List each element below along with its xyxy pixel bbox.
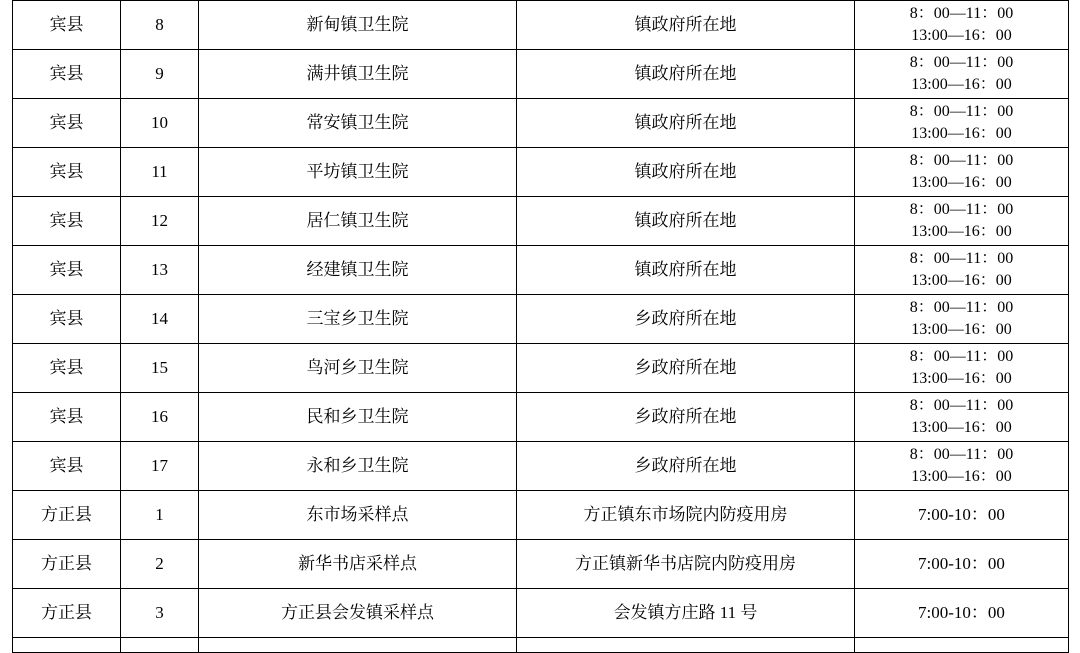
no-text: 13 bbox=[151, 260, 168, 280]
site-text: 鸟河乡卫生院 bbox=[306, 358, 409, 378]
cell-area bbox=[13, 295, 121, 344]
time-line-1: 8：00—11：00 bbox=[909, 5, 1014, 23]
cell-site bbox=[199, 246, 517, 295]
table-row bbox=[13, 295, 1069, 344]
cell-time bbox=[855, 50, 1069, 99]
cell-area bbox=[13, 1, 121, 50]
time-line-2: 13:00—16：00 bbox=[911, 125, 1012, 142]
cell-time bbox=[855, 246, 1069, 295]
cell-time bbox=[855, 197, 1069, 246]
cell-no bbox=[121, 1, 199, 50]
time-line-2: 13:00—16：00 bbox=[911, 223, 1012, 240]
area-text: 宾县 bbox=[49, 358, 84, 378]
address-text: 会发镇方庄路 11 号 bbox=[613, 603, 758, 623]
cell-address bbox=[517, 1, 855, 50]
no-text: 1 bbox=[155, 505, 164, 525]
no-text: 14 bbox=[151, 309, 168, 329]
time-line-1: 8：00—11：00 bbox=[909, 250, 1014, 268]
table-row bbox=[13, 491, 1069, 540]
area-text: 宾县 bbox=[49, 260, 84, 280]
time-line-1: 8：00—11：00 bbox=[909, 152, 1014, 170]
cell-no bbox=[121, 540, 199, 589]
cell-area bbox=[13, 638, 121, 653]
area-text: 宾县 bbox=[49, 113, 84, 133]
cell-area bbox=[13, 491, 121, 540]
cell-address bbox=[517, 295, 855, 344]
time-line-1: 8：00—11：00 bbox=[909, 54, 1014, 72]
time-block bbox=[855, 199, 1068, 242]
address-text: 镇政府所在地 bbox=[634, 211, 737, 231]
cell-time bbox=[855, 1, 1069, 50]
time-block bbox=[855, 297, 1068, 340]
cell-site bbox=[199, 638, 517, 653]
cell-site bbox=[199, 1, 517, 50]
time-line-1: 8：00—11：00 bbox=[909, 201, 1014, 219]
time-line-1: 8：00—11：00 bbox=[909, 446, 1014, 464]
area-text: 方正县 bbox=[41, 603, 92, 623]
cell-time bbox=[855, 148, 1069, 197]
no-text: 9 bbox=[155, 64, 164, 84]
site-text: 满井镇卫生院 bbox=[306, 64, 409, 84]
cell-time bbox=[855, 589, 1069, 638]
cell-time bbox=[855, 491, 1069, 540]
area-text: 宾县 bbox=[49, 64, 84, 84]
time-line-1: 8：00—11：00 bbox=[909, 103, 1014, 121]
no-text: 10 bbox=[151, 113, 168, 133]
table-row bbox=[13, 393, 1069, 442]
address-text: 乡政府所在地 bbox=[634, 309, 737, 329]
no-text: 16 bbox=[151, 407, 168, 427]
area-text: 宾县 bbox=[49, 309, 84, 329]
table-row bbox=[13, 99, 1069, 148]
time-block bbox=[855, 395, 1068, 438]
site-text: 平坊镇卫生院 bbox=[306, 162, 409, 182]
cell-address bbox=[517, 344, 855, 393]
site-text: 东市场采样点 bbox=[306, 505, 409, 525]
cell-area bbox=[13, 148, 121, 197]
cell-no bbox=[121, 442, 199, 491]
area-text: 宾县 bbox=[49, 211, 84, 231]
cell-no bbox=[121, 491, 199, 540]
cell-no bbox=[121, 197, 199, 246]
address-text: 乡政府所在地 bbox=[634, 358, 737, 378]
address-text: 镇政府所在地 bbox=[634, 162, 737, 182]
cell-no bbox=[121, 148, 199, 197]
time-line-2: 13:00—16：00 bbox=[911, 272, 1012, 289]
cell-site bbox=[199, 344, 517, 393]
table-row bbox=[13, 589, 1069, 638]
no-text: 2 bbox=[155, 554, 164, 574]
cell-address bbox=[517, 246, 855, 295]
cell-no bbox=[121, 99, 199, 148]
table-body bbox=[13, 1, 1069, 653]
table-row bbox=[13, 442, 1069, 491]
area-text: 宾县 bbox=[49, 456, 84, 476]
time-line-2: 13:00—16：00 bbox=[911, 419, 1012, 436]
area-text: 宾县 bbox=[49, 15, 84, 35]
cell-no bbox=[121, 344, 199, 393]
address-text: 镇政府所在地 bbox=[634, 64, 737, 84]
cell-address bbox=[517, 197, 855, 246]
cell-area bbox=[13, 99, 121, 148]
cell-time bbox=[855, 540, 1069, 589]
cell-address bbox=[517, 540, 855, 589]
time-block bbox=[855, 101, 1068, 144]
address-text: 乡政府所在地 bbox=[634, 407, 737, 427]
time-line-2: 13:00—16：00 bbox=[911, 321, 1012, 338]
cell-address bbox=[517, 148, 855, 197]
address-text: 方正镇东市场院内防疫用房 bbox=[583, 505, 788, 525]
time-line-1: 8：00—11：00 bbox=[909, 348, 1014, 366]
site-text: 常安镇卫生院 bbox=[306, 113, 409, 133]
time-block bbox=[855, 52, 1068, 95]
cell-no bbox=[121, 393, 199, 442]
cell-site bbox=[199, 99, 517, 148]
cell-no bbox=[121, 638, 199, 653]
cell-no bbox=[121, 246, 199, 295]
site-text: 三宝乡卫生院 bbox=[306, 309, 409, 329]
cell-address bbox=[517, 638, 855, 653]
cell-address bbox=[517, 50, 855, 99]
address-text: 镇政府所在地 bbox=[634, 15, 737, 35]
time-line-1: 8：00—11：00 bbox=[909, 397, 1014, 415]
cell-time bbox=[855, 393, 1069, 442]
time-line-1: 7:00-10：00 bbox=[918, 505, 1005, 525]
time-line-2: 13:00—16：00 bbox=[911, 174, 1012, 191]
cell-time bbox=[855, 99, 1069, 148]
no-text: 12 bbox=[151, 211, 168, 231]
site-text: 经建镇卫生院 bbox=[306, 260, 409, 280]
cell-area bbox=[13, 344, 121, 393]
table-row bbox=[13, 197, 1069, 246]
no-text: 11 bbox=[151, 162, 168, 182]
table-row bbox=[13, 1, 1069, 50]
time-line-2: 13:00—16：00 bbox=[911, 27, 1012, 44]
cell-area bbox=[13, 197, 121, 246]
table-row bbox=[13, 148, 1069, 197]
cell-no bbox=[121, 50, 199, 99]
area-text: 宾县 bbox=[49, 162, 84, 182]
table-row bbox=[13, 344, 1069, 393]
no-text: 3 bbox=[155, 603, 164, 623]
area-text: 方正县 bbox=[41, 554, 92, 574]
time-block bbox=[855, 248, 1068, 291]
no-text: 15 bbox=[151, 358, 168, 378]
table-row bbox=[13, 246, 1069, 295]
cell-time bbox=[855, 295, 1069, 344]
cell-address bbox=[517, 442, 855, 491]
site-text: 居仁镇卫生院 bbox=[306, 211, 409, 231]
address-text: 镇政府所在地 bbox=[634, 113, 737, 133]
table-row bbox=[13, 540, 1069, 589]
cell-area bbox=[13, 246, 121, 295]
cell-site bbox=[199, 589, 517, 638]
cell-address bbox=[517, 393, 855, 442]
time-line-2: 13:00—16：00 bbox=[911, 468, 1012, 485]
cell-address bbox=[517, 99, 855, 148]
site-text: 新华书店采样点 bbox=[298, 554, 417, 574]
cell-area bbox=[13, 589, 121, 638]
time-block bbox=[855, 346, 1068, 389]
cell-no bbox=[121, 295, 199, 344]
cell-area bbox=[13, 442, 121, 491]
address-text: 镇政府所在地 bbox=[634, 260, 737, 280]
cell-site bbox=[199, 540, 517, 589]
address-text: 方正镇新华书店院内防疫用房 bbox=[575, 554, 796, 574]
time-line-2: 13:00—16：00 bbox=[911, 370, 1012, 387]
cell-address bbox=[517, 589, 855, 638]
table-row bbox=[13, 50, 1069, 99]
time-block bbox=[855, 444, 1068, 487]
cell-site bbox=[199, 393, 517, 442]
area-text: 方正县 bbox=[41, 505, 92, 525]
area-text: 宾县 bbox=[49, 407, 84, 427]
site-text: 永和乡卫生院 bbox=[306, 456, 409, 476]
cell-area bbox=[13, 393, 121, 442]
cell-time bbox=[855, 638, 1069, 653]
time-line-1: 7:00-10：00 bbox=[918, 603, 1005, 623]
cell-area bbox=[13, 50, 121, 99]
cell-site bbox=[199, 442, 517, 491]
time-line-2: 13:00—16：00 bbox=[911, 76, 1012, 93]
time-block bbox=[855, 3, 1068, 46]
time-block bbox=[855, 150, 1068, 193]
cell-time bbox=[855, 344, 1069, 393]
table-row-partial bbox=[13, 638, 1069, 653]
address-text: 乡政府所在地 bbox=[634, 456, 737, 476]
cell-site bbox=[199, 50, 517, 99]
cell-site bbox=[199, 197, 517, 246]
site-text: 新甸镇卫生院 bbox=[306, 15, 409, 35]
cell-address bbox=[517, 491, 855, 540]
time-line-1: 7:00-10：00 bbox=[918, 554, 1005, 574]
site-text: 方正县会发镇采样点 bbox=[281, 603, 434, 623]
no-text: 17 bbox=[151, 456, 168, 476]
cell-site bbox=[199, 148, 517, 197]
cell-no bbox=[121, 589, 199, 638]
cell-site bbox=[199, 491, 517, 540]
cell-time bbox=[855, 442, 1069, 491]
cell-area bbox=[13, 540, 121, 589]
no-text: 8 bbox=[155, 15, 164, 35]
site-text: 民和乡卫生院 bbox=[306, 407, 409, 427]
sampling-sites-table bbox=[12, 0, 1069, 653]
time-line-1: 8：00—11：00 bbox=[909, 299, 1014, 317]
cell-site bbox=[199, 295, 517, 344]
